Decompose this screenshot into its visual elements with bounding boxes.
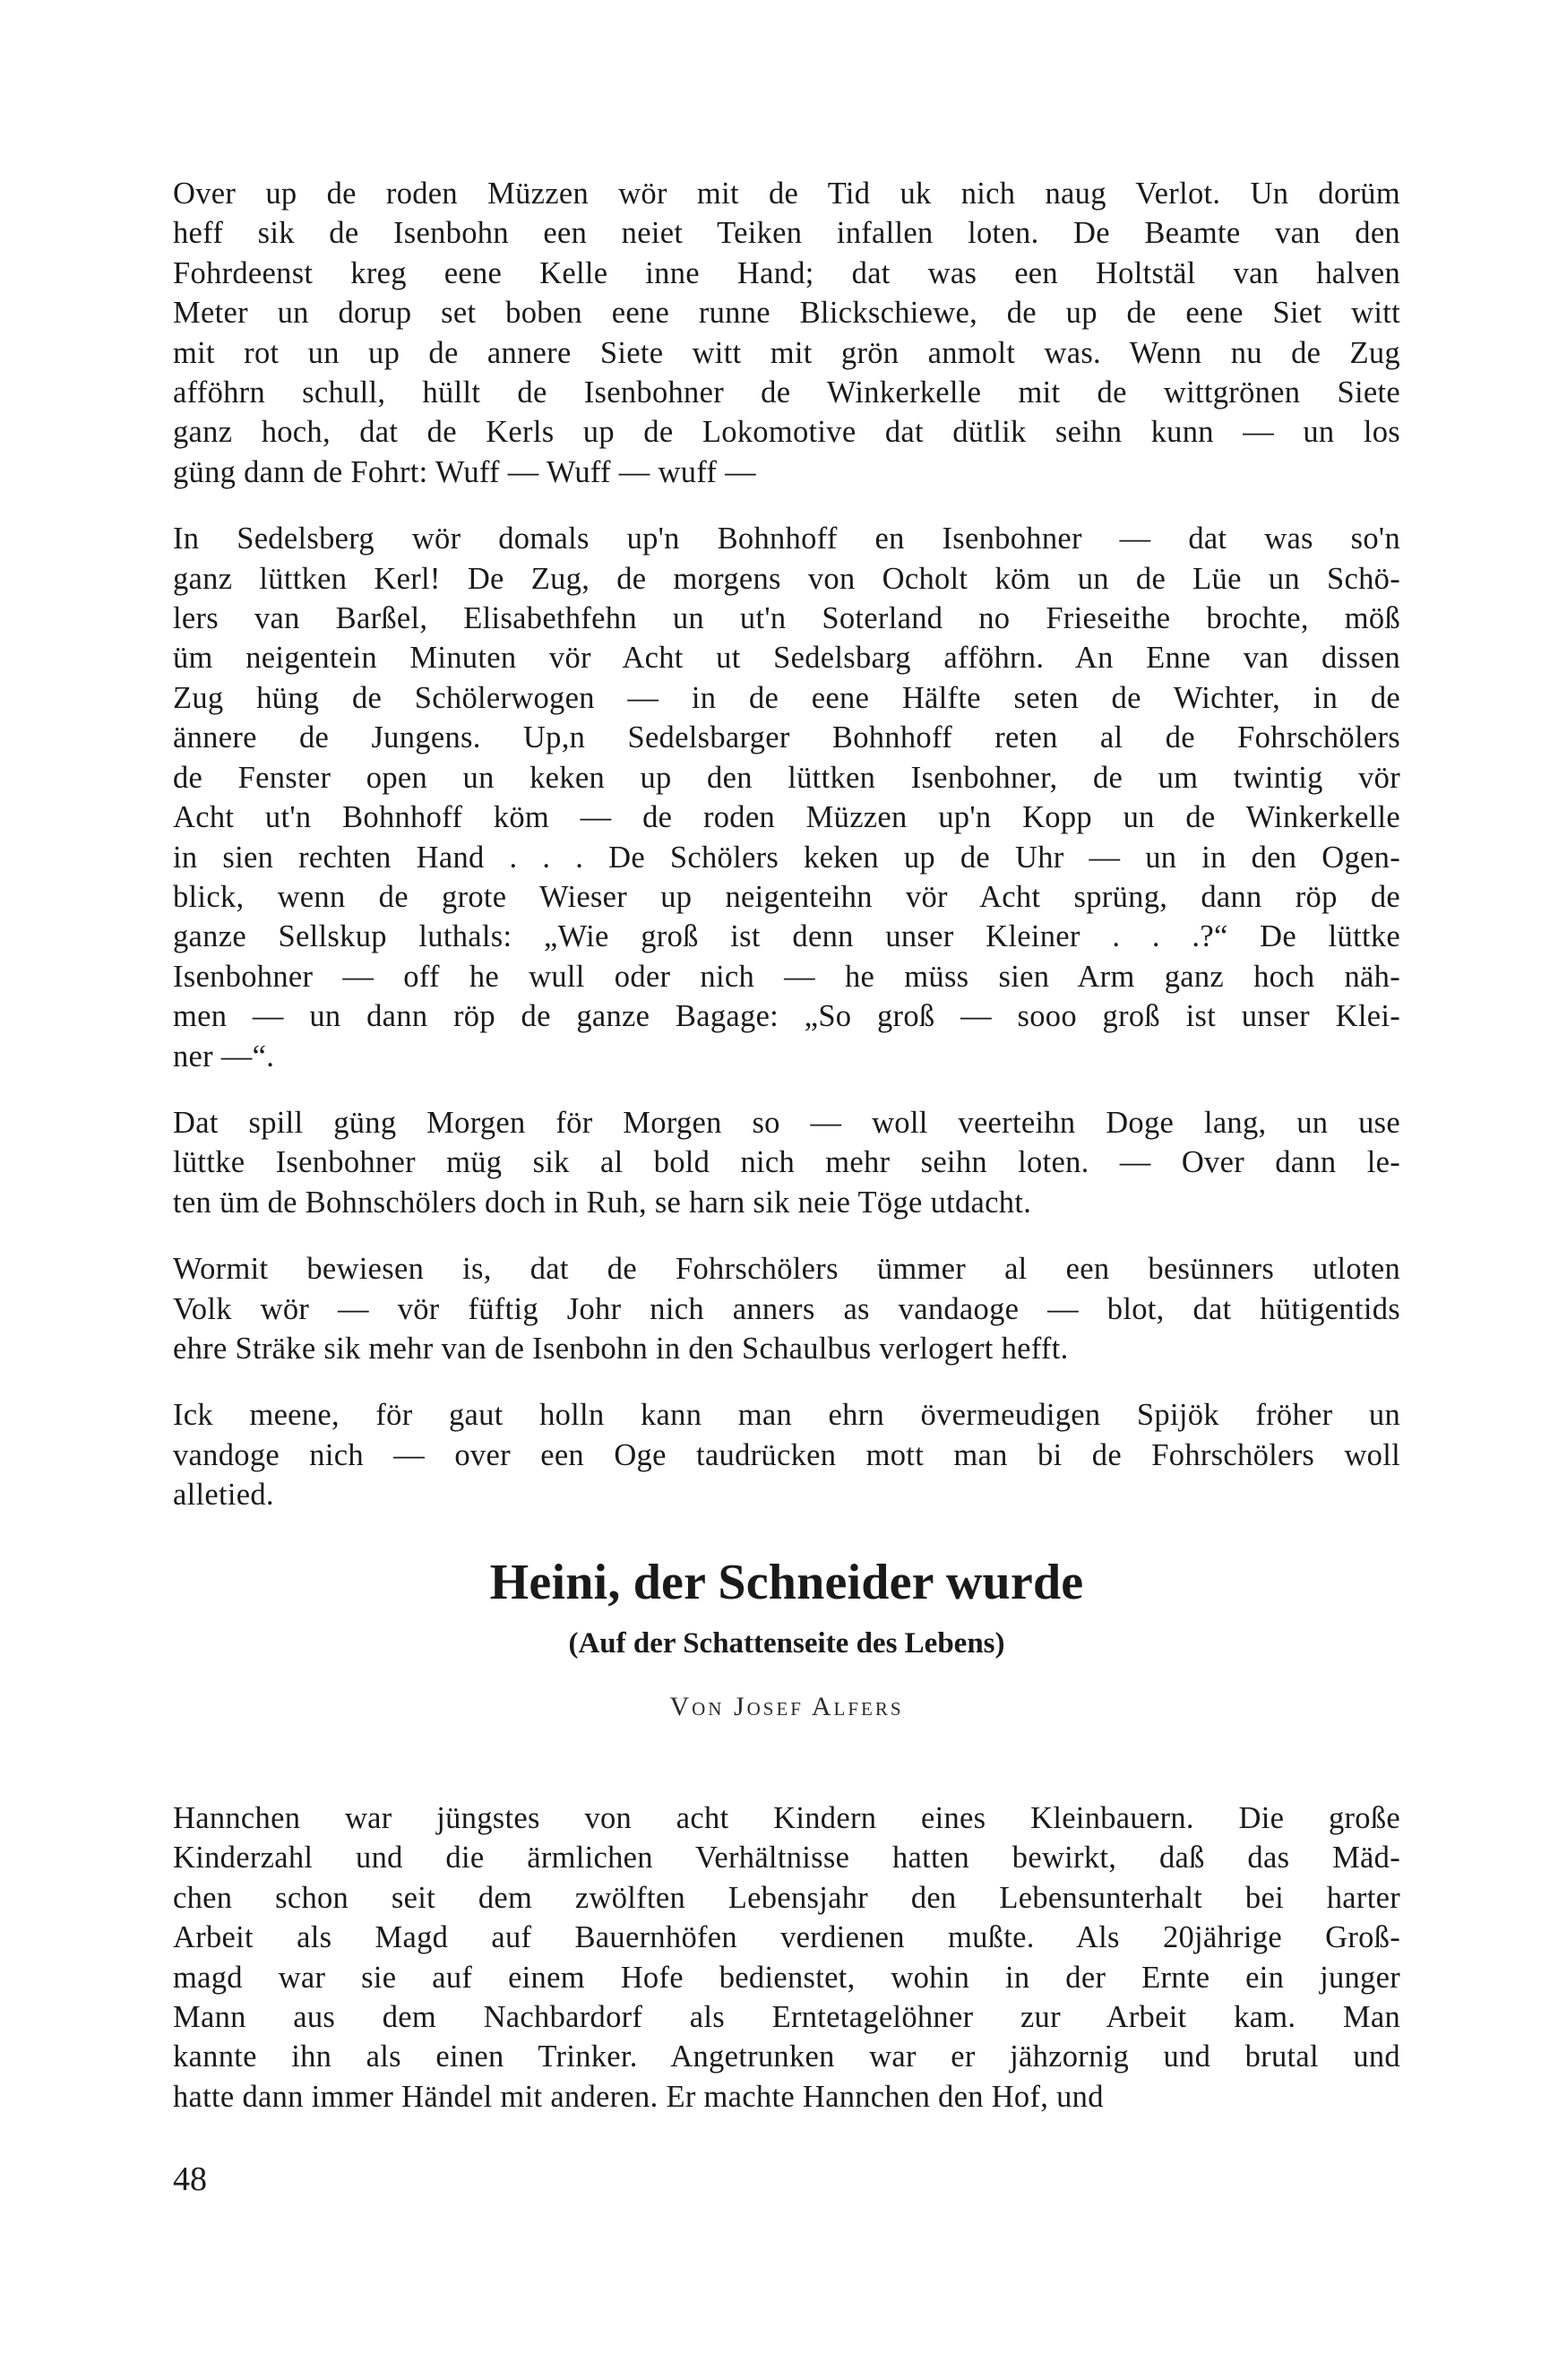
article-author: Von Josef Alfers xyxy=(669,1692,904,1721)
paragraph-gap xyxy=(173,1368,1400,1395)
text-line: alletied. xyxy=(173,1478,274,1513)
text-line: chen schon seit dem zwölften Lebensjahr den Lebensunterhalt bei harter xyxy=(173,1880,1400,1915)
text-line: Kinderzahl und die ärmlichen Verhältnisse hatten bewirkt, daß das Mäd- xyxy=(173,1841,1400,1876)
text-line: blick, wenn de grote Wieser up neigenteihn vör Acht sprüng, dann röp de xyxy=(173,879,1400,914)
text-line: ännere de Jungens. Up,n Sedelsbarger Bohnhoff reten al de Fohrschölers xyxy=(173,720,1400,755)
paragraph xyxy=(173,1249,1400,1368)
text-line: Hannchen war jüngstes von acht Kindern eines Kleinbauern. Die große xyxy=(173,1801,1400,1835)
paragraph xyxy=(173,519,1400,1076)
text-line: üm neigentein Minuten vör Acht ut Sedelsbarg afföhrn. An Enne van dissen xyxy=(173,641,1400,676)
text-line: heff sik de Isenbohn een neiet Teiken infallen loten. De Beamte van den xyxy=(173,216,1400,251)
text-line: Volk wör — vör füftig Johr nich anners as vandaoge — blot, dat hütigentids xyxy=(173,1291,1400,1326)
text-line: afföhrn schull, hüllt de Isenbohner de Winkerkelle mit de wittgrönen Siete xyxy=(173,375,1400,410)
text-line: ner —“. xyxy=(173,1039,275,1074)
text-line: In Sedelsberg wör domals up'n Bohnhoff en Isenbohner — dat was so'n xyxy=(173,522,1400,556)
text-line: men — un dann röp de ganze Bagage: „So groß — sooo groß ist unser Klei- xyxy=(173,999,1400,1034)
dialect-story-continuation xyxy=(173,174,1400,1515)
text-line: Wormit bewiesen is, dat de Fohrschölers ümmer al een besünners utloten xyxy=(173,1252,1400,1287)
text-line: ganz hoch, dat de Kerls up de Lokomotive dat dütlik seihn kunn — un los xyxy=(173,415,1400,450)
text-line: ganze Sellskup luthals: „Wie groß ist denn unser Kleiner . . .?“ De lüttke xyxy=(173,919,1400,954)
text-line: Zug hüng de Schölerwogen — in de eene Hälfte seten de Wichter, in de xyxy=(173,680,1400,715)
text-line: magd war sie auf einem Hofe bedienstet, wohin in der Ernte ein junger xyxy=(173,1960,1400,1995)
text-line: hatte dann immer Händel mit anderen. Er machte Hannchen den Hof, und xyxy=(173,2079,1104,2114)
text-line: Ick meene, för gaut holln kann man ehrn övermeudigen Spijök fröher un xyxy=(173,1398,1400,1433)
text-line: ehre Sträke sik mehr van de Isenbohn in den Schaulbus verlogert hefft. xyxy=(173,1331,1069,1366)
paragraph xyxy=(173,1395,1400,1514)
text-line: Acht ut'n Bohnhoff köm — de roden Müzzen up'n Kopp un de Winkerkelle xyxy=(173,800,1400,835)
page-content xyxy=(173,174,1400,2114)
paragraph-gap xyxy=(173,1076,1400,1103)
article-body xyxy=(173,1798,1400,2117)
text-line: Fohrdeenst kreg eene Kelle inne Hand; dat was een Holtstäl van halven xyxy=(173,255,1400,290)
text-line: vandoge nich — over een Oge taudrücken mott man bi de Fohrschölers woll xyxy=(173,1437,1400,1472)
text-line: Over up de roden Müzzen wör mit de Tid uk nich naug Verlot. Un dorüm xyxy=(173,177,1400,211)
text-line: Meter un dorup set boben eene runne Blickschiewe, de up de eene Siet witt xyxy=(173,296,1400,331)
text-line: ganz lüttken Kerl! De Zug, de morgens von Ocholt köm un de Lüe un Schö- xyxy=(173,561,1400,596)
text-line: kannte ihn als einen Trinker. Angetrunken war er jähzornig und brutal und xyxy=(173,2039,1400,2074)
paragraph-gap xyxy=(173,1222,1400,1249)
paragraph xyxy=(173,1798,1400,2117)
article-subtitle: (Auf der Schattenseite des Lebens) xyxy=(568,1627,1005,1660)
text-line: Dat spill güng Morgen för Morgen so — woll veerteihn Doge lang, un use xyxy=(173,1105,1400,1140)
text-line: lüttke Isenbohner müg sik al bold nich mehr seihn loten. — Over dann le- xyxy=(173,1145,1400,1180)
article-title: Heini, der Schneider wurde xyxy=(489,1555,1084,1610)
paragraph-gap xyxy=(173,492,1400,519)
text-line: in sien rechten Hand . . . De Schölers keken up de Uhr — un in den Ogen- xyxy=(173,840,1400,875)
text-line: Arbeit als Magd auf Bauernhöfen verdienen mußte. Als 20jährige Groß- xyxy=(173,1920,1400,1955)
paragraph xyxy=(173,174,1400,492)
text-line: lers van Barßel, Elisabethfehn un ut'n Soterland no Frieseithe brochte, möß xyxy=(173,601,1400,636)
paragraph xyxy=(173,1103,1400,1222)
text-line: Mann aus dem Nachbardorf als Erntetagelöhner zur Arbeit kam. Man xyxy=(173,2000,1400,2035)
text-line: güng dann de Fohrt: Wuff — Wuff — wuff — xyxy=(173,454,756,489)
text-line: ten üm de Bohnschölers doch in Ruh, se harn sik neie Töge utdacht. xyxy=(173,1185,1032,1220)
text-line: Isenbohner — off he wull oder nich — he müss sien Arm ganz hoch näh- xyxy=(173,959,1400,994)
text-line: mit rot un up de annere Siete witt mit grön anmolt was. Wenn nu de Zug xyxy=(173,335,1400,370)
text-line: de Fenster open un keken up den lüttken Isenbohner, de um twintig vör xyxy=(173,760,1400,795)
page-number: 48 xyxy=(173,2160,207,2198)
